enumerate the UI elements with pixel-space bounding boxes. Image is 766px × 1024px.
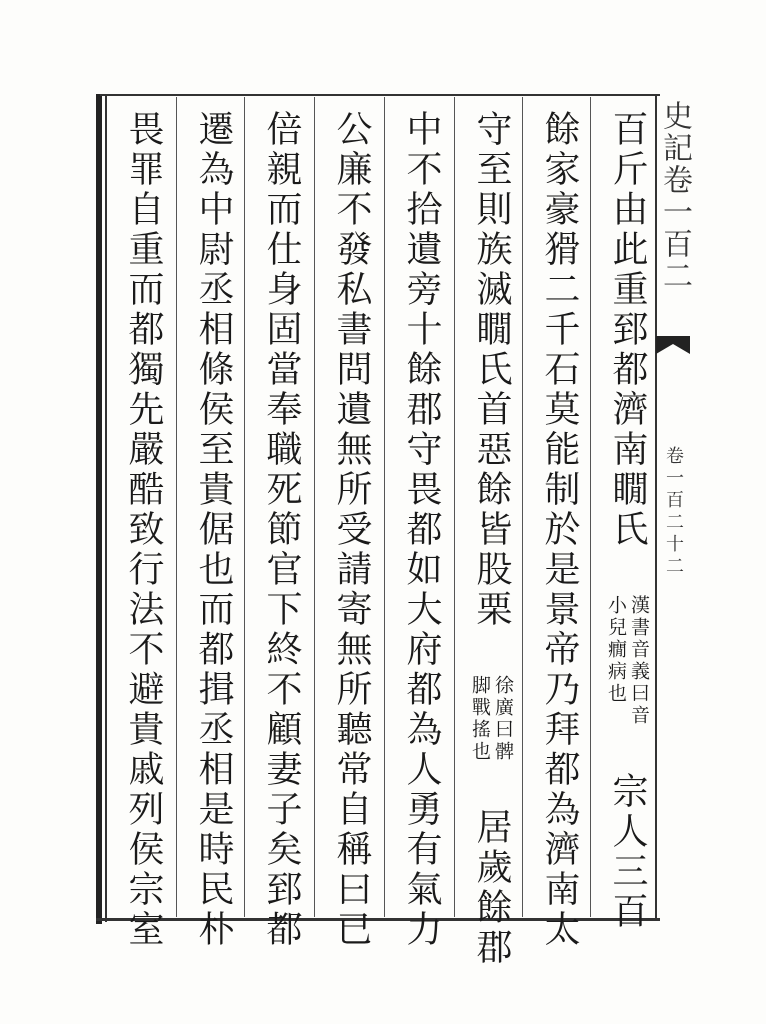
main-text: 百斤由此重郅都濟南瞯氏	[607, 110, 648, 550]
main-text: 公廉不發私書問遺無所受請寄無所聽常自稱曰已	[331, 110, 372, 950]
border-left-thin	[105, 96, 107, 922]
text-column-5	[328, 110, 374, 950]
main-text: 遷為中尉丞相條侯至貴倨也而都揖丞相是時民朴	[193, 110, 234, 950]
commentary-line-right: 徐廣曰髀	[492, 675, 514, 763]
main-text: 中不拾遺旁十餘郡守畏都如大府都為人勇有氣力	[401, 110, 442, 950]
main-text: 宗人三百	[607, 772, 648, 932]
fishtail-notch	[656, 344, 690, 354]
column-rule	[522, 97, 523, 917]
margin-book-title: 史記卷一百二	[657, 100, 692, 292]
main-text: 守至則族滅瞯氏首惡餘皆股栗	[471, 110, 512, 630]
commentary-line-left: 脚戰搖也	[469, 675, 491, 763]
text-column-2	[536, 110, 582, 950]
column-rule	[590, 97, 591, 917]
text-column-1	[604, 110, 650, 932]
fishtail-mark	[656, 336, 690, 344]
commentary-line-right: 漢書音義曰音	[628, 595, 650, 727]
main-text: 倍親而仕身固當奉職死節官下終不顧妻子矣郅都	[261, 110, 302, 950]
column-rule	[454, 97, 455, 917]
text-column-6	[258, 110, 304, 950]
text-column-3	[468, 110, 514, 968]
commentary-note	[604, 595, 650, 727]
border-left-thick	[96, 94, 102, 924]
text-column-7	[190, 110, 236, 950]
margin-volume-number: 卷一百二十二	[663, 446, 684, 578]
main-text: 畏罪自重而都獨先嚴酷致行法不避貴戚列侯宗室	[123, 110, 164, 950]
border-top	[100, 94, 660, 96]
column-rule	[176, 97, 177, 917]
page-margin	[656, 96, 692, 918]
text-column-4	[398, 110, 444, 950]
commentary-note	[468, 675, 514, 763]
column-rule	[244, 97, 245, 917]
column-rule	[384, 97, 385, 917]
main-text: 餘家豪猾二千石莫能制於是景帝乃拜都為濟南太	[539, 110, 580, 950]
main-text: 居歲餘郡	[471, 808, 512, 968]
text-column-8	[120, 110, 166, 950]
column-rule	[314, 97, 315, 917]
commentary-line-left: 小兒癇病也	[605, 595, 627, 705]
